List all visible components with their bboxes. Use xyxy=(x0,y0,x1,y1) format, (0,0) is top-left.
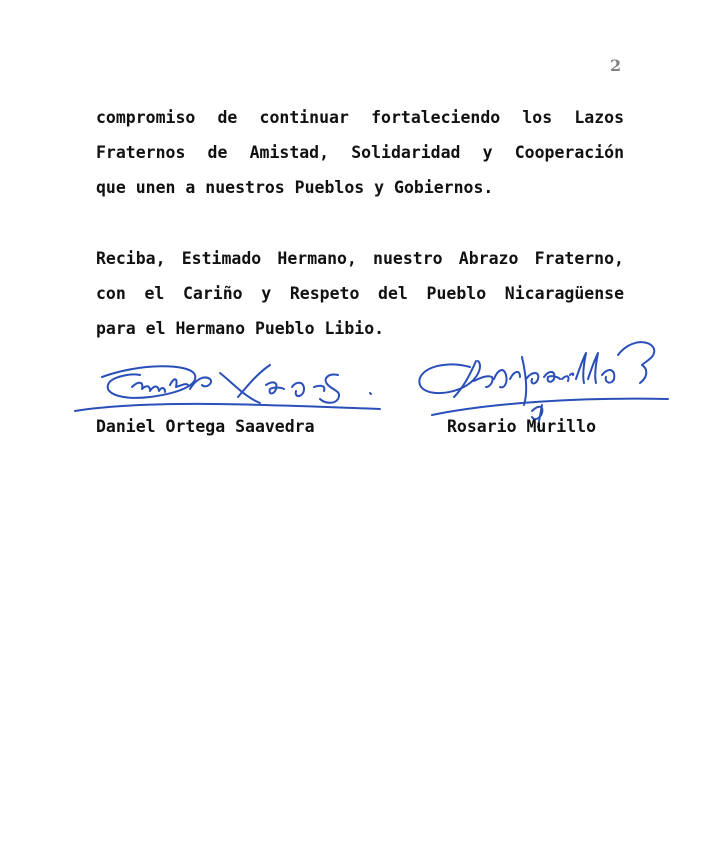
text-line: con el Cariño y Respeto del Pueblo Nicaragüense xyxy=(96,284,624,303)
paragraph-closing xyxy=(96,244,624,349)
paragraph-gap xyxy=(96,208,624,244)
page-number: 2 xyxy=(610,56,622,75)
signatory-name-right: Rosario Murillo xyxy=(447,417,597,436)
text-line: que unen a nuestros Pueblos y Gobiernos. xyxy=(96,178,494,197)
text-line: compromiso de continuar fortaleciendo los Lazos xyxy=(96,108,624,127)
paragraph-commitment xyxy=(96,103,624,208)
text-line: para el Hermano Pueblo Libio. xyxy=(96,319,385,338)
text-line: Fraternos de Amistad, Solidaridad y Cooperación xyxy=(96,143,624,162)
text-line: Reciba, Estimado Hermano, nuestro Abrazo Fraterno, xyxy=(96,249,624,268)
signatory-name-left: Daniel Ortega Saavedra xyxy=(96,417,315,436)
letter-body xyxy=(96,103,624,349)
